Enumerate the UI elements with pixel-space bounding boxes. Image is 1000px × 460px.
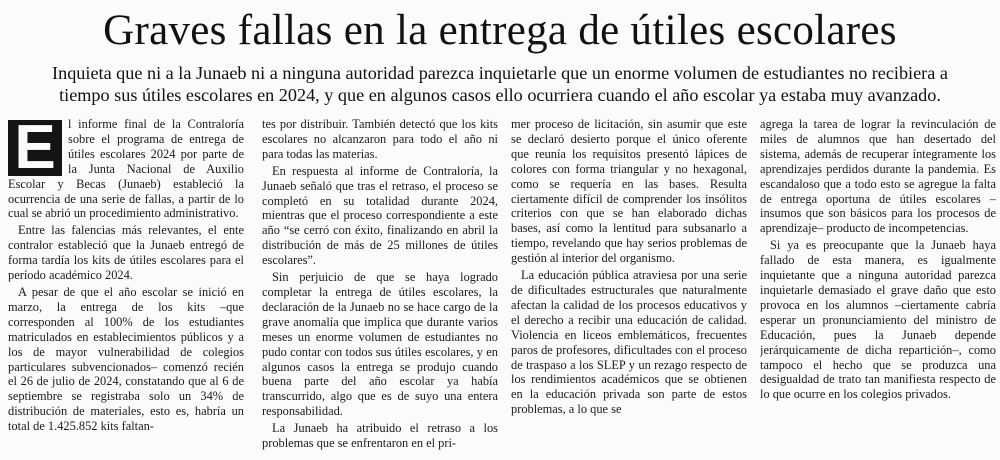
body-paragraph: mer proceso de licitación, sin asumir que este se declaró desierto porque el único oferente que reunía los requisitos presentó lápices de colores con forma triangular y no hexagonal, como se requería en las bases. Resulta ciertamente difícil de comprender los insólitos criterios con que se han elaborado dichas bases, así como la lentitud para subsanarlo a tiempo, revelando que hay serios problemas de gestión al interior del organismo. bbox=[511, 117, 747, 266]
body-paragraph: tes por distribuir. También detectó que los kits escolares no alcanzaron para todo el año ni para todas las materias. bbox=[262, 117, 498, 161]
body-paragraph: La Junaeb ha atribuido el retraso a los problemas que se enfrentaron en el pri- bbox=[262, 421, 498, 451]
body-paragraph: agrega la tarea de lograr la revinculación de miles de alumnos que han desertado del sistema, además de recuperar íntegramente los aprendizajes perdidos durante la pandemia. Es escandaloso que a todo esto se agregue la falta de entrega oportuna de útiles escolares –insumos que son básicos para los procesos de aprendizaje– producto de incompetencias. bbox=[760, 117, 996, 236]
body-paragraph: Sin perjuicio de que se haya logrado completar la entrega de útiles escolares, la declaración de la Junaeb no se hace cargo de la grave anomalía que implica que durante varios meses un enorme volumen de estudiantes no pudo contar con todos sus útiles escolares, y en algunos casos la entrega se produjo cuando buena parte del año escolar ya había transcurrido, algo que es de suyo una entera responsabilidad. bbox=[262, 270, 498, 419]
body-paragraph: Entre las falencias más relevantes, el ente contralor estableció que la Junaeb entregó de forma tardía los kits de útiles escolares para el período académico 2024. bbox=[8, 223, 244, 283]
article-column-4 bbox=[760, 117, 996, 457]
body-paragraph: Si ya es preocupante que la Junaeb haya fallado de esta manera, es igualmente inquietante que a ninguna autoridad parezca inquietarle demasiado el grave daño que esto provoca en los alumnos –ciertamente cabría esperar un pronunciamiento del ministro de Educación, pues la Junaeb depende jerárquicamente de dicha repartición–, como tampoco el hecho que se produzca una desigualdad de trato tan manifiesta respecto de lo que ocurre en los colegios privados. bbox=[760, 238, 996, 402]
drop-cap: E bbox=[8, 120, 62, 176]
body-paragraph: En respuesta al informe de Contraloría, la Junaeb señaló que tras el retraso, el proceso se completó en su totalidad durante 2024, mientras que el proceso correspondiente a este año “se cerró con éxito, finalizando en abril la distribución de más de 25 millones de útiles escolares”. bbox=[262, 163, 498, 268]
article-column-3 bbox=[511, 117, 747, 457]
body-paragraph: La educación pública atraviesa por una serie de dificultades estructurales que naturalmente afectan la calidad de los procesos educativos y el derecho a recibir una educación de calidad. Violencia en liceos emblemáticos, frecuentes paros de profesores, dificultades con el proceso de traspaso a los SLEP y un rezago respecto de los rendimientos académicos que se obtienen en la educación privada son parte de estos problemas, a lo que se bbox=[511, 268, 747, 417]
article-column-2 bbox=[262, 117, 498, 457]
body-paragraph: E l informe final de la Contraloría sobre el programa de entrega de útiles escolares 2024 por parte de la Junta Nacional de Auxilio Escolar y Becas (Junaeb) estableció la ocurrencia de una serie de fallas, a partir de lo cual se abrió un procedimiento administrativo. bbox=[8, 117, 244, 221]
article-column-1 bbox=[8, 117, 244, 457]
body-paragraph: A pesar de que el año escolar se inició en marzo, la entrega de los kits –que corresponden al 100% de los estudiantes matriculados en establecimientos públicos y a los de mayor vulnerabilidad de colegios particulares subvencionados– comenzó recién el 26 de julio de 2024, constatando que al 6 de septiembre se registraba solo un 34% de distribución de materiales, esto es, habría un total de 1.425.852 kits faltan- bbox=[8, 284, 244, 434]
lead-line: tiempo sus útiles escolares en 2024, y que en algunos casos ello ocurriera cuando el año escolar ya estaba muy avanzado. bbox=[59, 85, 941, 105]
lead-paragraph bbox=[20, 62, 980, 106]
headline: Graves fallas en la entrega de útiles escolares bbox=[103, 7, 897, 54]
lead-line: Inquieta que ni a la Junaeb ni a ninguna autoridad parezca inquietarle que un enorme volumen de estudiantes no recibiera a bbox=[52, 63, 948, 83]
